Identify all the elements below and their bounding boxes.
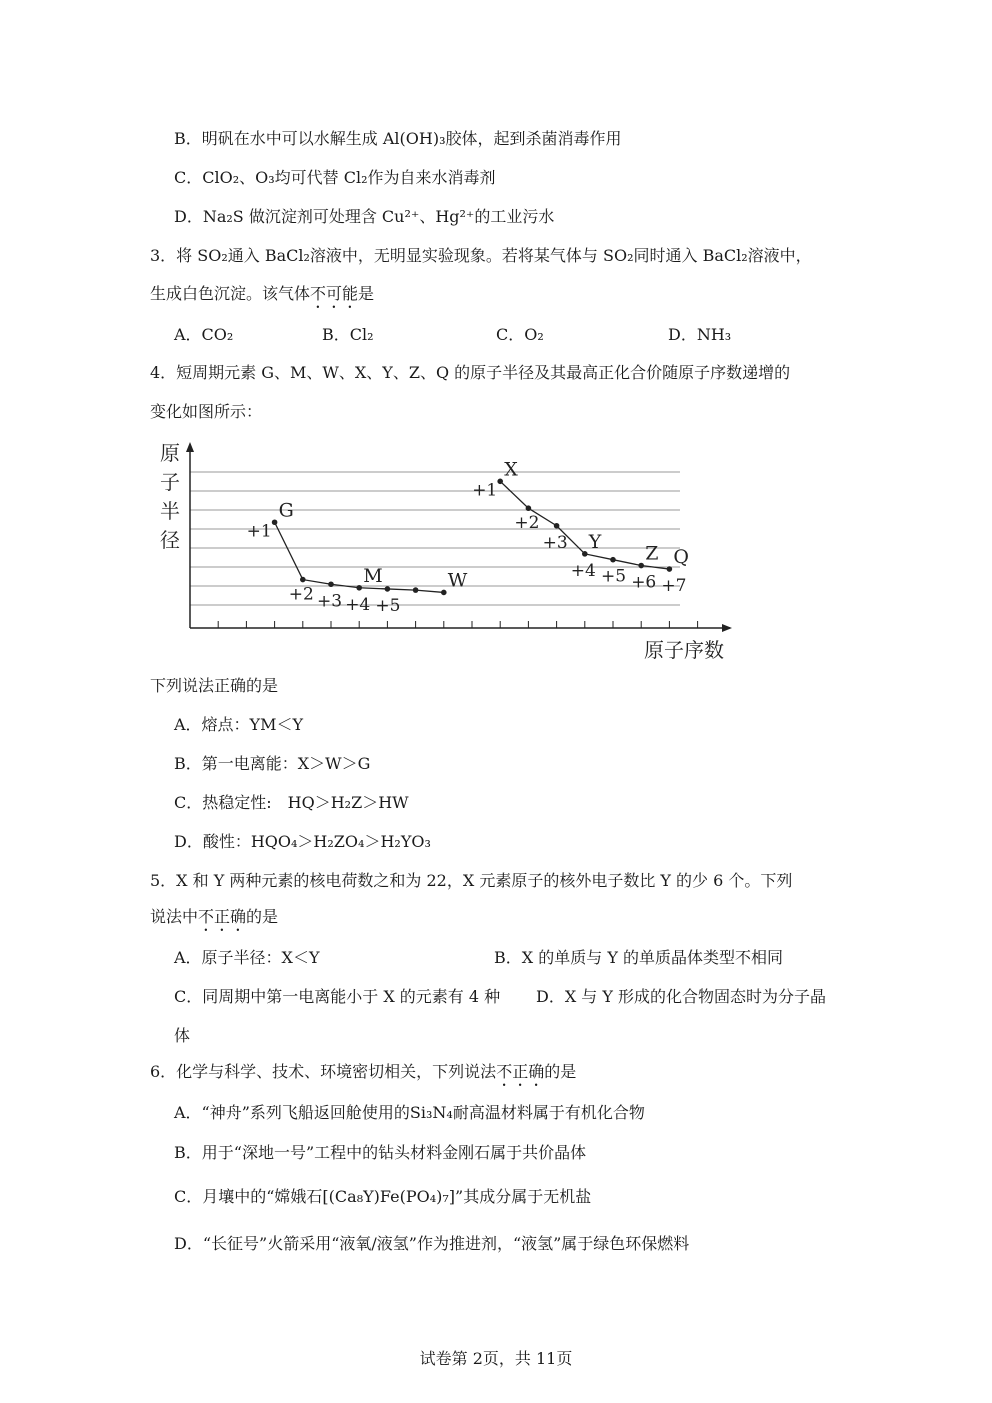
- data-point: [610, 557, 616, 563]
- element-label: Y: [588, 530, 602, 553]
- data-point: [526, 505, 532, 511]
- q4-stem-line2: 变化如图所示：: [150, 402, 263, 421]
- q5-option-d: D．X 与 Y 形成的化合物固态时为分子晶: [536, 987, 827, 1006]
- q6-option-c: C．月壤中的“嫦娥石[(Ca₈Y)Fe(PO₄)₇]”其成分属于无机盐: [174, 1187, 592, 1206]
- valence-label: +1: [472, 480, 498, 501]
- data-point: [497, 479, 503, 485]
- valence-label: +6: [631, 572, 657, 593]
- valence-label: +5: [375, 595, 401, 616]
- valence-label: +4: [570, 560, 596, 581]
- q5-stem-line2: 说法中不正确的是: [150, 907, 279, 926]
- q6-stem: 6．化学与科学、技术、环境密切相关，下列说法不正确的是: [150, 1062, 577, 1081]
- q4-option-d: D．酸性：HQO₄＞H₂ZO₄＞H₂YO₃: [174, 832, 431, 851]
- data-point: [328, 581, 334, 587]
- element-label: W: [447, 569, 468, 592]
- valence-label: +4: [345, 594, 371, 615]
- q3-option-d: D．NH₃: [668, 325, 732, 344]
- valence-label: +1: [246, 521, 272, 542]
- q3-option-c: C．O₂: [496, 325, 544, 344]
- valence-label: +7: [661, 576, 687, 597]
- q4-question: 下列说法正确的是: [150, 676, 279, 695]
- valence-label: +2: [288, 584, 314, 605]
- data-point: [554, 523, 560, 529]
- y-axis-label-char: 径: [160, 528, 180, 552]
- y-axis-arrow: [186, 442, 194, 452]
- q4-stem-line1: 4．短周期元素 G、M、W、X、Y、Z、Q 的原子半径及其最高正化合价随原子序数递增的: [150, 363, 791, 382]
- q3-option-a: A．CO₂: [174, 325, 234, 344]
- data-point: [385, 586, 391, 592]
- q2-option-b: B．明矾在水中可以水解生成 Al(OH)₃胶体，起到杀菌消毒作用: [174, 129, 622, 148]
- data-point: [272, 519, 278, 525]
- page-footer: 试卷第 2页，共 11页: [419, 1349, 573, 1368]
- q2-option-c: C．ClO₂、O₃均可代替 Cl₂作为自来水消毒剂: [174, 168, 496, 187]
- y-axis-label-char: 半: [160, 499, 180, 523]
- q4-option-a: A．熔点：YM＜Y: [174, 715, 304, 734]
- data-point: [638, 563, 644, 569]
- data-point: [356, 585, 362, 591]
- q5-option-d-cont: 体: [174, 1026, 191, 1045]
- q3-stem-line1: 3．将 SO₂通入 BaCl₂溶液中，无明显实验现象。若将某气体与 SO₂同时通入 BaCl₂溶液中，: [150, 246, 812, 265]
- data-point: [582, 551, 588, 557]
- q3-stem-line2: 生成白色沉淀。该气体不可能是: [150, 284, 375, 303]
- series-line: [275, 522, 444, 592]
- element-label: Z: [645, 542, 659, 565]
- q5-option-a: A．原子半径：X＜Y: [174, 948, 320, 967]
- data-point: [667, 566, 673, 572]
- q5-stem-line1: 5．X 和 Y 两种元素的核电荷数之和为 22，X 元素原子的核外电子数比 Y 的少 6 个。下列: [150, 871, 793, 890]
- q2-option-d: D．Na₂S 做沉淀剂可处理含 Cu²⁺、Hg²⁺的工业污水: [174, 207, 555, 226]
- valence-label: +3: [542, 532, 568, 553]
- element-label: Q: [673, 546, 689, 569]
- q4-option-c: C．热稳定性: HQ＞H₂Z＞HW: [174, 793, 409, 812]
- q3-option-b: B．Cl₂: [322, 325, 374, 344]
- element-label: G: [278, 499, 294, 522]
- q5-option-c: C．同周期中第一电离能小于 X 的元素有 4 种: [174, 987, 501, 1006]
- x-axis-arrow: [722, 624, 732, 632]
- data-point: [300, 577, 306, 583]
- q6-option-d: D．“长征号”火箭采用“液氧/液氢”作为推进剂，“液氢”属于绿色环保燃料: [174, 1234, 690, 1253]
- y-axis-label-char: 子: [160, 470, 180, 494]
- element-label: M: [363, 564, 383, 587]
- element-label: X: [504, 458, 518, 481]
- valence-label: +2: [514, 513, 540, 534]
- emphasis-text: 不正确: [496, 1062, 545, 1081]
- q4-option-b: B．第一电离能：X＞W＞G: [174, 754, 371, 773]
- y-axis-label-char: 原: [160, 441, 180, 465]
- atomic-radius-chart: [150, 438, 750, 663]
- valence-label: +5: [601, 566, 627, 587]
- q6-option-b: B．用于“深地一号”工程中的钻头材料金刚石属于共价晶体: [174, 1143, 587, 1162]
- x-axis-label: 原子序数: [644, 638, 724, 662]
- data-point: [413, 587, 419, 593]
- data-point: [441, 590, 447, 596]
- q6-option-a: A．“神舟”系列飞船返回舱使用的Si₃N₄耐高温材料属于有机化合物: [174, 1103, 645, 1122]
- emphasis-text: 不正确: [198, 907, 247, 926]
- emphasis-text: 不可能: [310, 284, 359, 303]
- q5-option-b: B．X 的单质与 Y 的单质晶体类型不相同: [494, 948, 783, 967]
- valence-label: +3: [317, 591, 343, 612]
